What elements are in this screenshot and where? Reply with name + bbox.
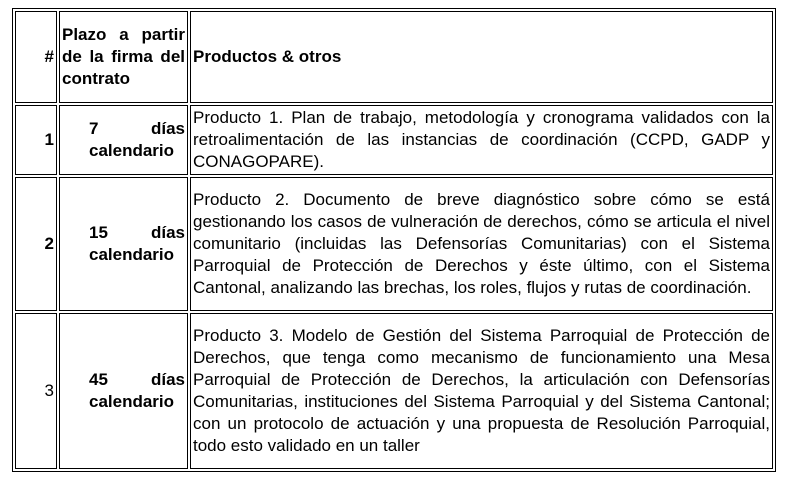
table-row (15, 105, 773, 175)
row-term-text: 15 días calendario (89, 223, 185, 264)
row-term (59, 177, 188, 311)
table-row (15, 177, 773, 311)
header-products: Productos & otros (190, 11, 773, 103)
row-number: 2 (15, 177, 57, 311)
table-row (15, 313, 773, 469)
row-number: 1 (15, 105, 57, 175)
row-term-text: 45 días calendario (89, 370, 185, 411)
header-term (59, 11, 188, 103)
row-term (59, 313, 188, 469)
row-term (59, 105, 188, 175)
row-product: Producto 2. Documento de breve diagnóstico sobre cómo se está gestionando los casos de vulneración de derechos, cómo se articula el nivel comunitario (incluidas las Defensorías Comunitarias) con el Sistema Parroquial de Protección de Derechos y éste último, con el Sistema Cantonal, analizando las brechas, los roles, flujos y rutas de coordinación. (190, 177, 773, 311)
row-product: Producto 3. Modelo de Gestión del Sistema Parroquial de Protección de Derechos, que tenga como mecanismo de funcionamiento una Mesa Parroquial de Protección de Derechos, la articulación con Defensorías Comunitarias, instituciones del Sistema Parroquial y del Sistema Cantonal; con un protocolo de actuación y una propuesta de Resolución Parroquial, todo esto validado en un taller (190, 313, 773, 469)
table-header-row (15, 11, 773, 103)
header-term-text: Plazo a partir de la firma del contrato (62, 25, 185, 88)
row-number: 3 (15, 313, 57, 469)
products-table (12, 8, 776, 472)
row-term-text: 7 días calendario (89, 119, 185, 160)
header-number: # (15, 11, 57, 103)
row-product: Producto 1. Plan de trabajo, metodología y cronograma validados con la retroalimentación de las instancias de coordinación (CCPD, GADP y CONAGOPARE). (190, 105, 773, 175)
